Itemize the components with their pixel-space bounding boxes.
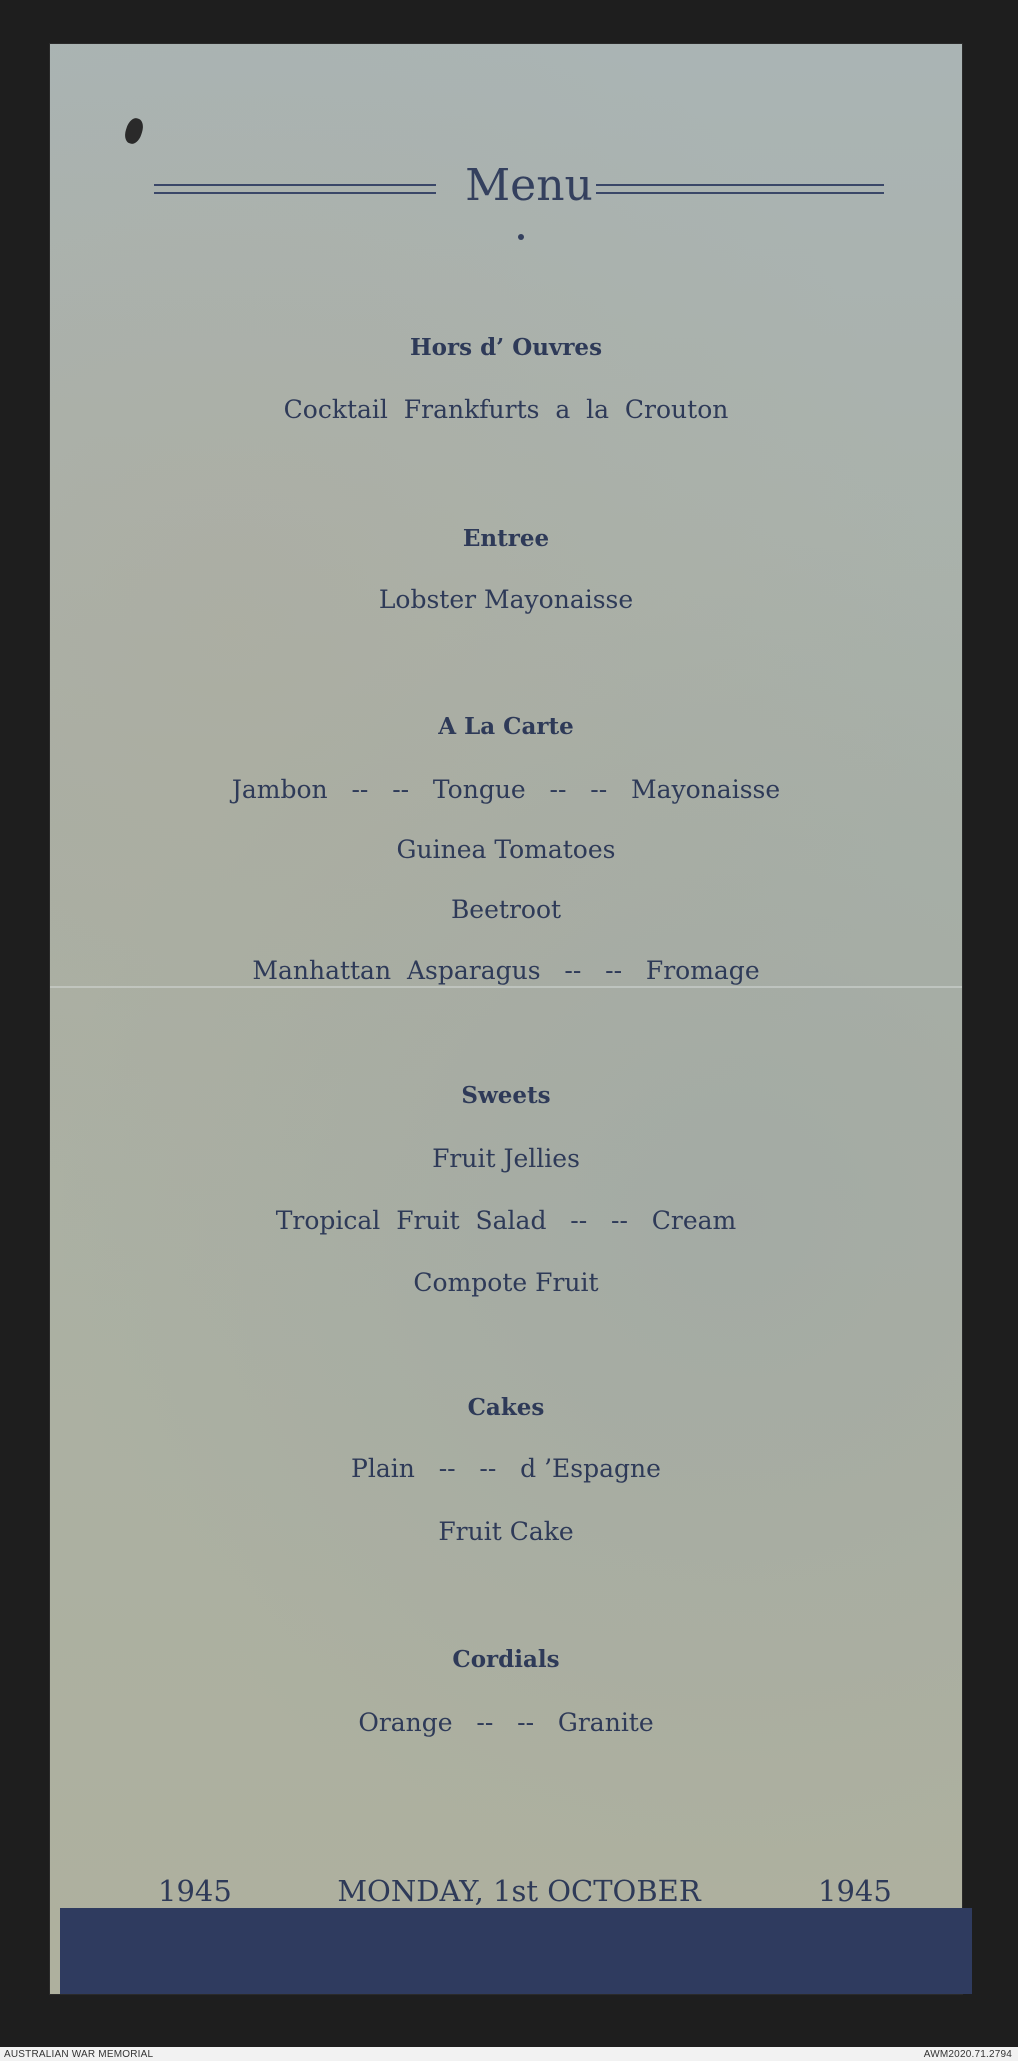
- menu-item: Manhattan Asparagus -- -- Fromage: [252, 956, 760, 985]
- year-left: 1945: [158, 1874, 232, 1908]
- footer-accession-number: AWM2020.71.2794: [923, 2049, 1012, 2060]
- section-heading-cordials: Cordials: [452, 1646, 560, 1673]
- section-heading-cakes: Cakes: [467, 1394, 545, 1421]
- section-heading-a-la-carte: A La Carte: [438, 713, 574, 740]
- fold-line: [50, 986, 962, 988]
- section-heading-sweets: Sweets: [461, 1082, 551, 1109]
- year-right: 1945: [818, 1874, 892, 1908]
- menu-item: Orange -- -- Granite: [358, 1708, 654, 1737]
- punch-hole: [122, 116, 145, 146]
- date-text: MONDAY, 1st OCTOBER: [337, 1874, 701, 1908]
- section-heading-hors-doeuvres: Hors d’ Ouvres: [409, 334, 603, 361]
- menu-item: Guinea Tomatoes: [396, 835, 616, 864]
- menu-item: Plain -- -- d ’Espagne: [351, 1454, 661, 1483]
- menu-item: Fruit Jellies: [432, 1144, 580, 1173]
- menu-item: Jambon -- -- Tongue -- -- Mayonaisse: [231, 775, 781, 804]
- menu-item: Beetroot: [450, 895, 562, 924]
- title-dot: [518, 234, 524, 240]
- section-heading-entree: Entree: [462, 525, 550, 552]
- menu-card: [50, 44, 962, 1994]
- menu-item: Lobster Mayonaisse: [378, 585, 634, 614]
- footer-credit: AUSTRALIAN WAR MEMORIAL: [4, 2049, 154, 2060]
- bottom-band: [60, 1908, 972, 1994]
- menu-item: Compote Fruit: [413, 1268, 599, 1297]
- menu-title: Menu: [465, 160, 593, 211]
- menu-item: Tropical Fruit Salad -- -- Cream: [275, 1206, 737, 1235]
- menu-item: Fruit Cake: [438, 1517, 574, 1546]
- menu-item: Cocktail Frankfurts a la Crouton: [283, 395, 729, 424]
